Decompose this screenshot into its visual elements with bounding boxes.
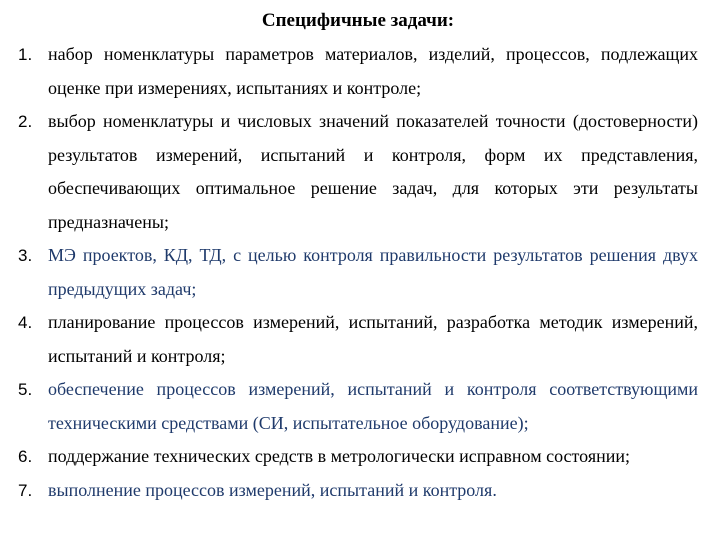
slide-title: Специфичные задачи: xyxy=(261,10,455,31)
task-item-1 xyxy=(18,38,698,105)
task-item-7 xyxy=(18,474,698,508)
task-item-4 xyxy=(18,306,698,373)
task-item-2 xyxy=(18,105,698,239)
task-number: 4. xyxy=(18,313,33,332)
task-text: обеспечение процессов измерений, испытаний и контроля соответствующими техническими средствами (СИ, испытательное оборудование); xyxy=(48,379,698,433)
task-text: МЭ проектов, КД, ТД, с целью контроля правильности результатов решения двух предыдущих задач; xyxy=(48,245,698,299)
task-text: выполнение процессов измерений, испытаний и контроля. xyxy=(48,479,497,500)
task-number: 5. xyxy=(18,380,33,399)
task-number: 6. xyxy=(18,447,33,466)
task-item-5 xyxy=(18,373,698,440)
task-number: 2. xyxy=(18,112,33,131)
task-item-6 xyxy=(18,440,698,474)
task-number: 1. xyxy=(18,45,33,64)
task-text: выбор номенклатуры и числовых значений показателей точности (достоверности) результатов измерений, испытаний и контроля, форм их представления, обеспечивающих оптимальное решение задач, для которых эти результаты предназначены; xyxy=(48,111,698,232)
task-text: набор номенклатуры параметров материалов, изделий, процессов, подлежащих оценке при измерениях, испытаниях и контроле; xyxy=(48,44,698,98)
task-number: 7. xyxy=(18,480,33,500)
task-list xyxy=(18,38,698,507)
task-text: планирование процессов измерений, испытаний, разработка методик измерений, испытаний и контроля; xyxy=(48,312,698,366)
task-number: 3. xyxy=(18,246,33,265)
task-item-3 xyxy=(18,239,698,306)
task-text: поддержание технических средств в метрологически исправном состоянии; xyxy=(48,446,630,466)
